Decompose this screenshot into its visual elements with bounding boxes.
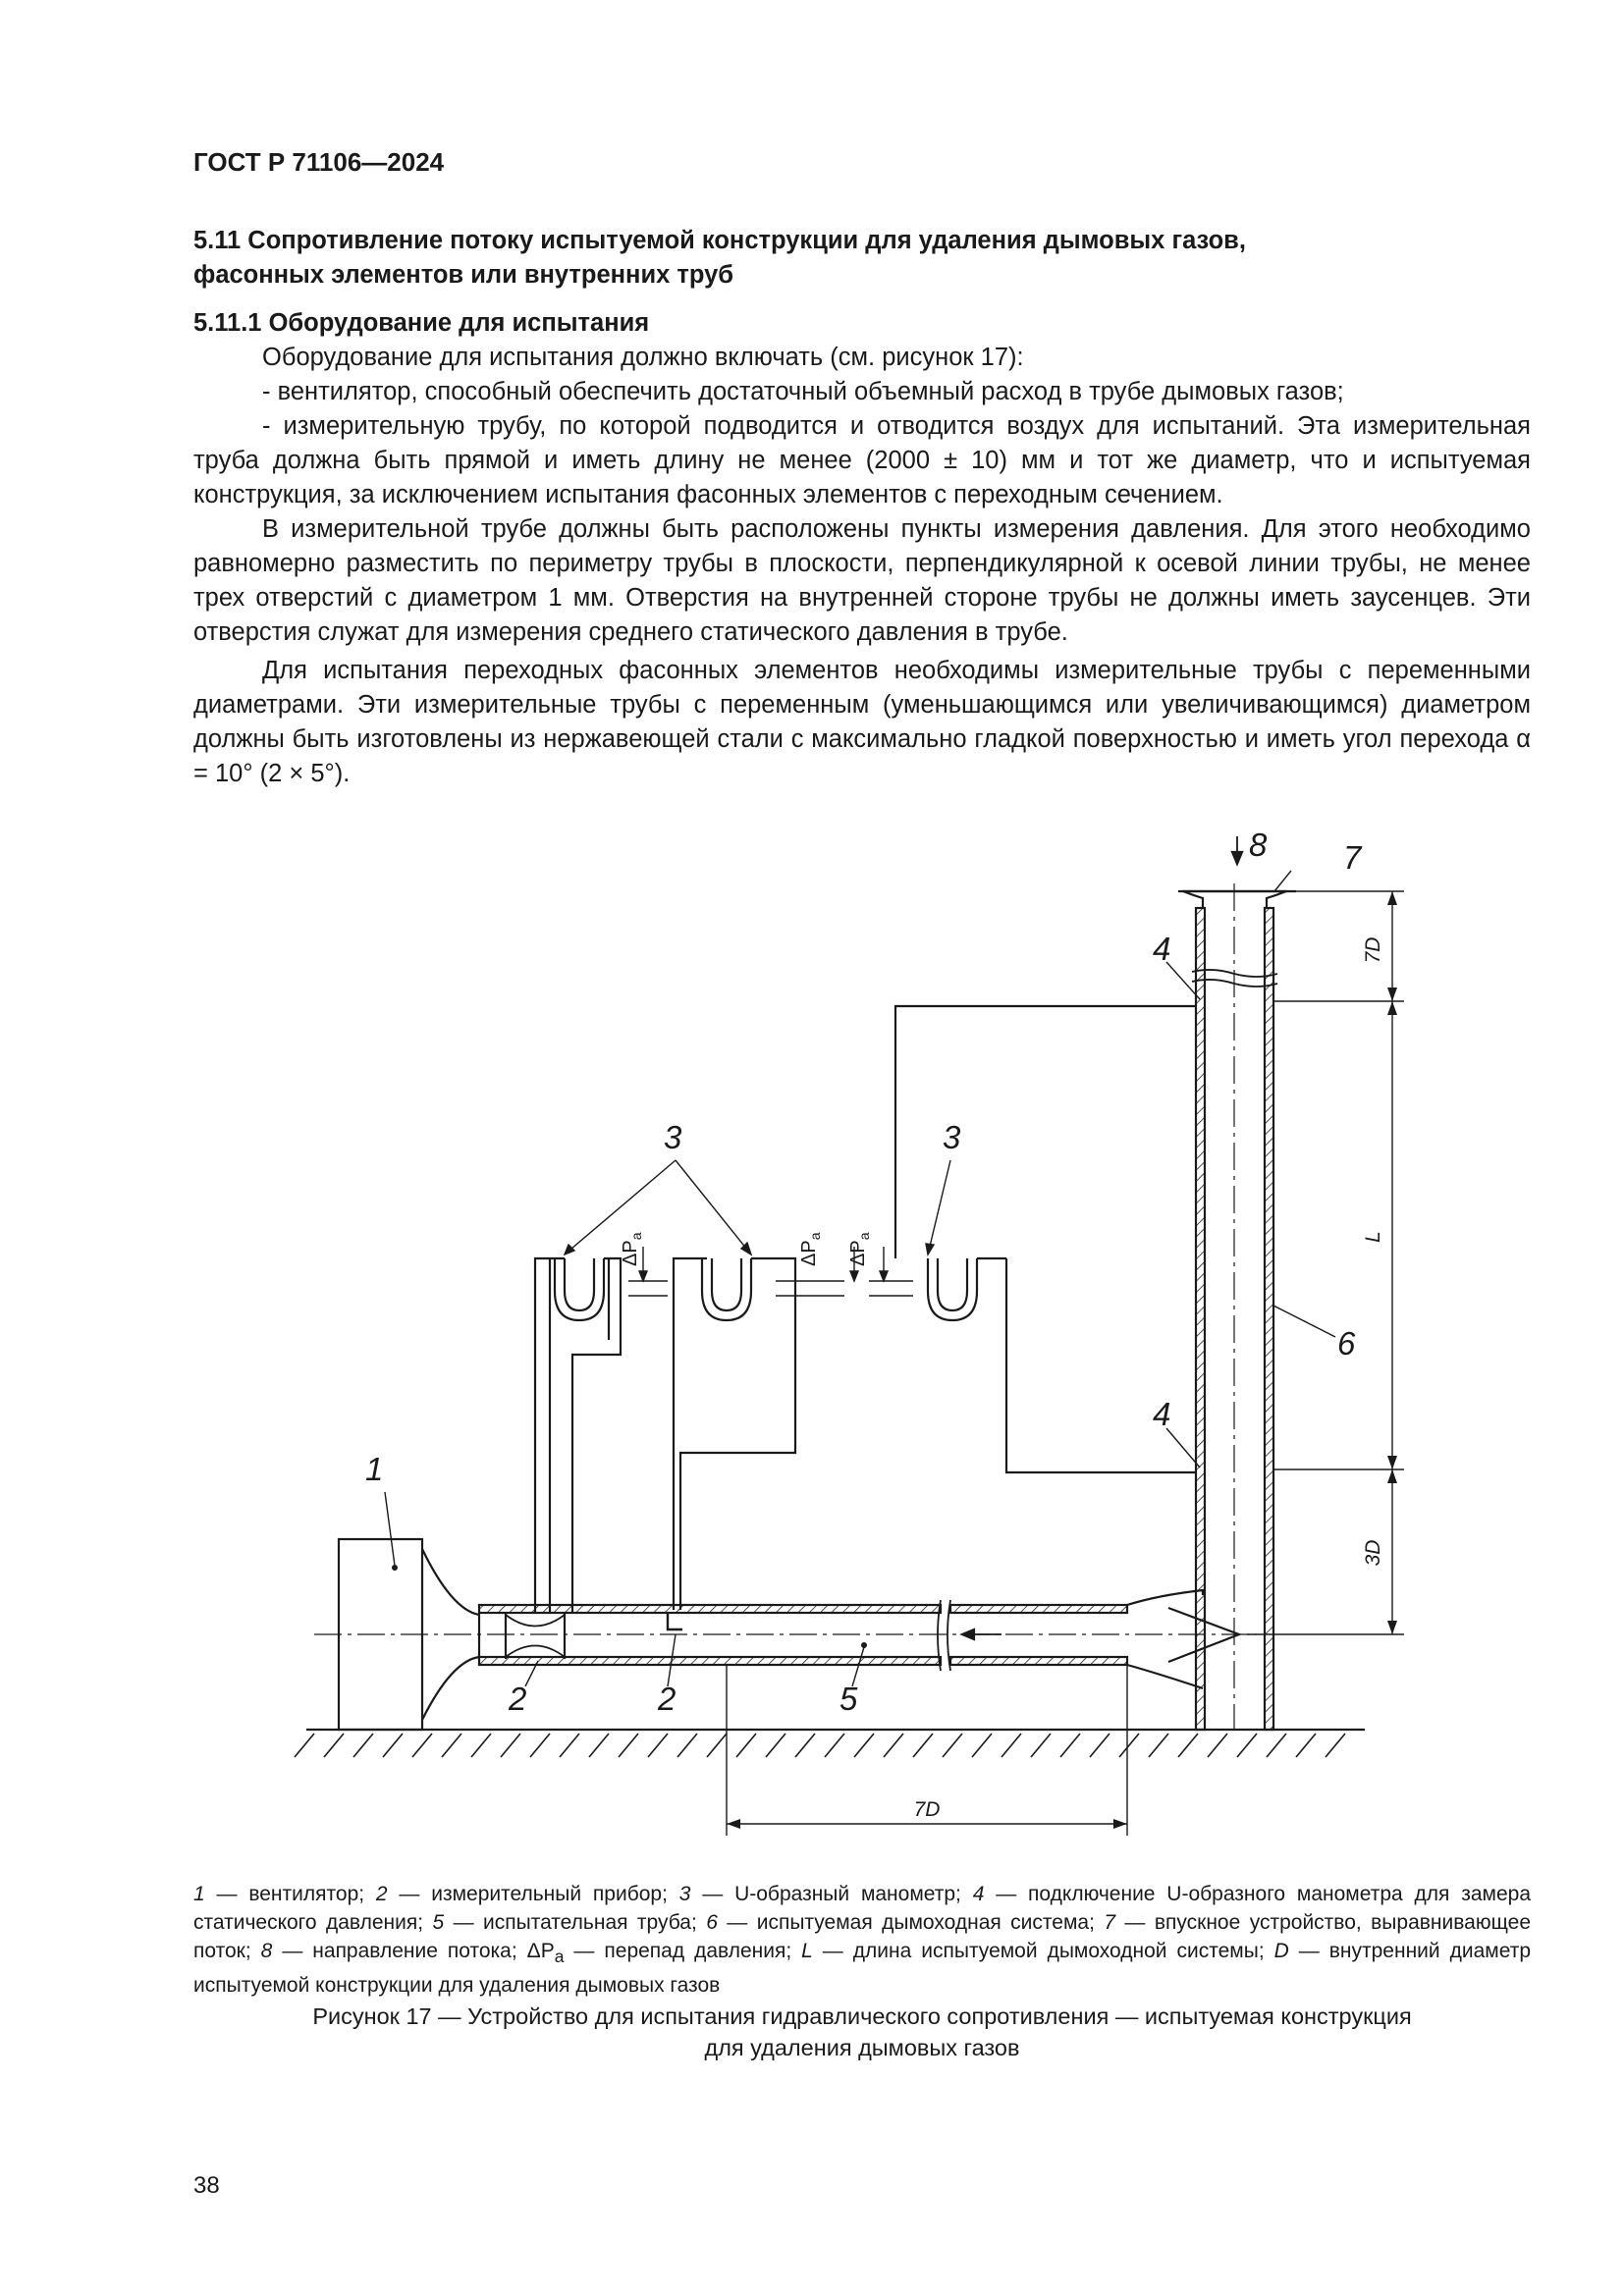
test-setup-figure — [0, 815, 1624, 1845]
label-fan: 1 — [365, 1451, 384, 1487]
dp-label-b: $\Delta P_a$ — [798, 1232, 823, 1266]
dim-length: L — [1362, 1231, 1384, 1243]
list-item-measuring-pipe: - измерительную трубу, по которой подводится и отводится воздух для испытаний. Эта измерительная труба должна быть прямой и иметь длину не менее (2000 ± 10) мм и тот же диаметр, что и испытуемая конструкция, за исключением испытания фасонных элементов с переходным сечением. — [193, 412, 1531, 508]
paragraph-pressure-points: В измерительной трубе должны быть расположены пункты измерения давления. Для этого необходимо равномерно разместить по периметру трубы в плоскости, перпендикулярной к осевой линии трубы, не менее трех отверстий с диаметром 1 мм. Отверстия на внутренней стороне трубы не должны иметь заусенцев. Эти отверстия служат для измерения среднего статического давления в трубе. — [193, 515, 1531, 646]
section-title-line1: 5.11 Сопротивление потоку испытуемой конструкции для удаления дымовых газов, — [193, 227, 1246, 254]
figure-caption — [193, 2001, 1531, 2063]
test-pipe-wall-bottom — [479, 1657, 941, 1665]
measuring-device-b — [668, 1613, 682, 1629]
label-manometer-b: 3 — [943, 1119, 961, 1155]
caption-line1: Рисунок 17 — Устройство для испытания гидравлического сопротивления — испытуемая конструкция — [312, 2003, 1412, 2029]
transition-nozzle — [1127, 1590, 1203, 1688]
label-chimney: 6 — [1337, 1325, 1356, 1362]
section-text — [193, 224, 1531, 791]
label-inlet: 7 — [1343, 839, 1362, 876]
ground-hatch — [295, 1734, 1345, 1757]
document-header: ГОСТ Р 71106—2024 — [193, 147, 445, 177]
label-meter-b: 2 — [658, 1681, 677, 1717]
dim-7d-top: 7D — [1362, 936, 1384, 964]
caption-line2: для удаления дымовых газов — [704, 2035, 1020, 2060]
paragraph-intro: Оборудование для испытания должно включать (см. рисунок 17): — [262, 344, 1024, 371]
chimney-wall-right — [1265, 908, 1273, 1730]
paragraph-transition-elements: Для испытания переходных фасонных элементов необходимы измерительные трубы с переменными диаметрами. Эти измерительные трубы с переменным (уменьшающимся или увеличивающимся) диаметром должны быть изготовлены из нержавеющей стали с максимально гладкой поверхностью и иметь угол перехода α = 10° (2 × 5°). — [193, 657, 1531, 787]
subsection-title: 5.11.1 Оборудование для испытания — [193, 309, 650, 337]
u-tube-a — [555, 1258, 604, 1320]
list-item-fan: - вентилятор, способный обеспечить достаточный объемный расход в трубе дымовых газов; — [262, 378, 1344, 405]
dp-label-c: $\Delta P_a$ — [847, 1232, 872, 1266]
chimney-wall-left — [1196, 908, 1205, 1730]
manometer-c-tubing — [895, 1006, 1196, 1472]
u-tube-b — [702, 1258, 751, 1320]
label-connection-bottom: 4 — [1153, 1396, 1171, 1432]
label-flow: 8 — [1249, 827, 1268, 863]
page-number: 38 — [193, 2172, 220, 2199]
section-title-line2: фасонных элементов или внутренних труб — [193, 261, 734, 289]
label-connection-top: 4 — [1153, 931, 1171, 967]
figure-legend: 1 — вентилятор; 2 — измерительный прибор; 3 — U-образный манометр; 4 — подключение U-образного манометра для замера статического давления; 5 — испытательная труба; 6 — испытуемая дымоходная система; 7 — впускное устройство, выравнивающее поток; 8 — направление потока; $\Delta P_a$ — перепад давления; L — длина испытуемой дымоходной системы; D — внутренний диаметр испытуемой конструкции для удаления дымовых газов — [193, 1883, 1531, 1998]
u-tube-c — [928, 1258, 977, 1320]
test-pipe-wall-top — [479, 1605, 941, 1613]
dim-3d: 3D — [1362, 1539, 1384, 1567]
label-manometer-a: 3 — [664, 1119, 682, 1155]
dp-label-a: $\Delta P_a$ — [620, 1232, 644, 1266]
label-meter-a: 2 — [509, 1681, 527, 1717]
manometer-b-tubing — [674, 1258, 795, 1610]
dim-7d-bottom: 7D — [913, 1798, 941, 1821]
measuring-device-a — [506, 1615, 565, 1657]
label-test-pipe: 5 — [839, 1681, 858, 1717]
